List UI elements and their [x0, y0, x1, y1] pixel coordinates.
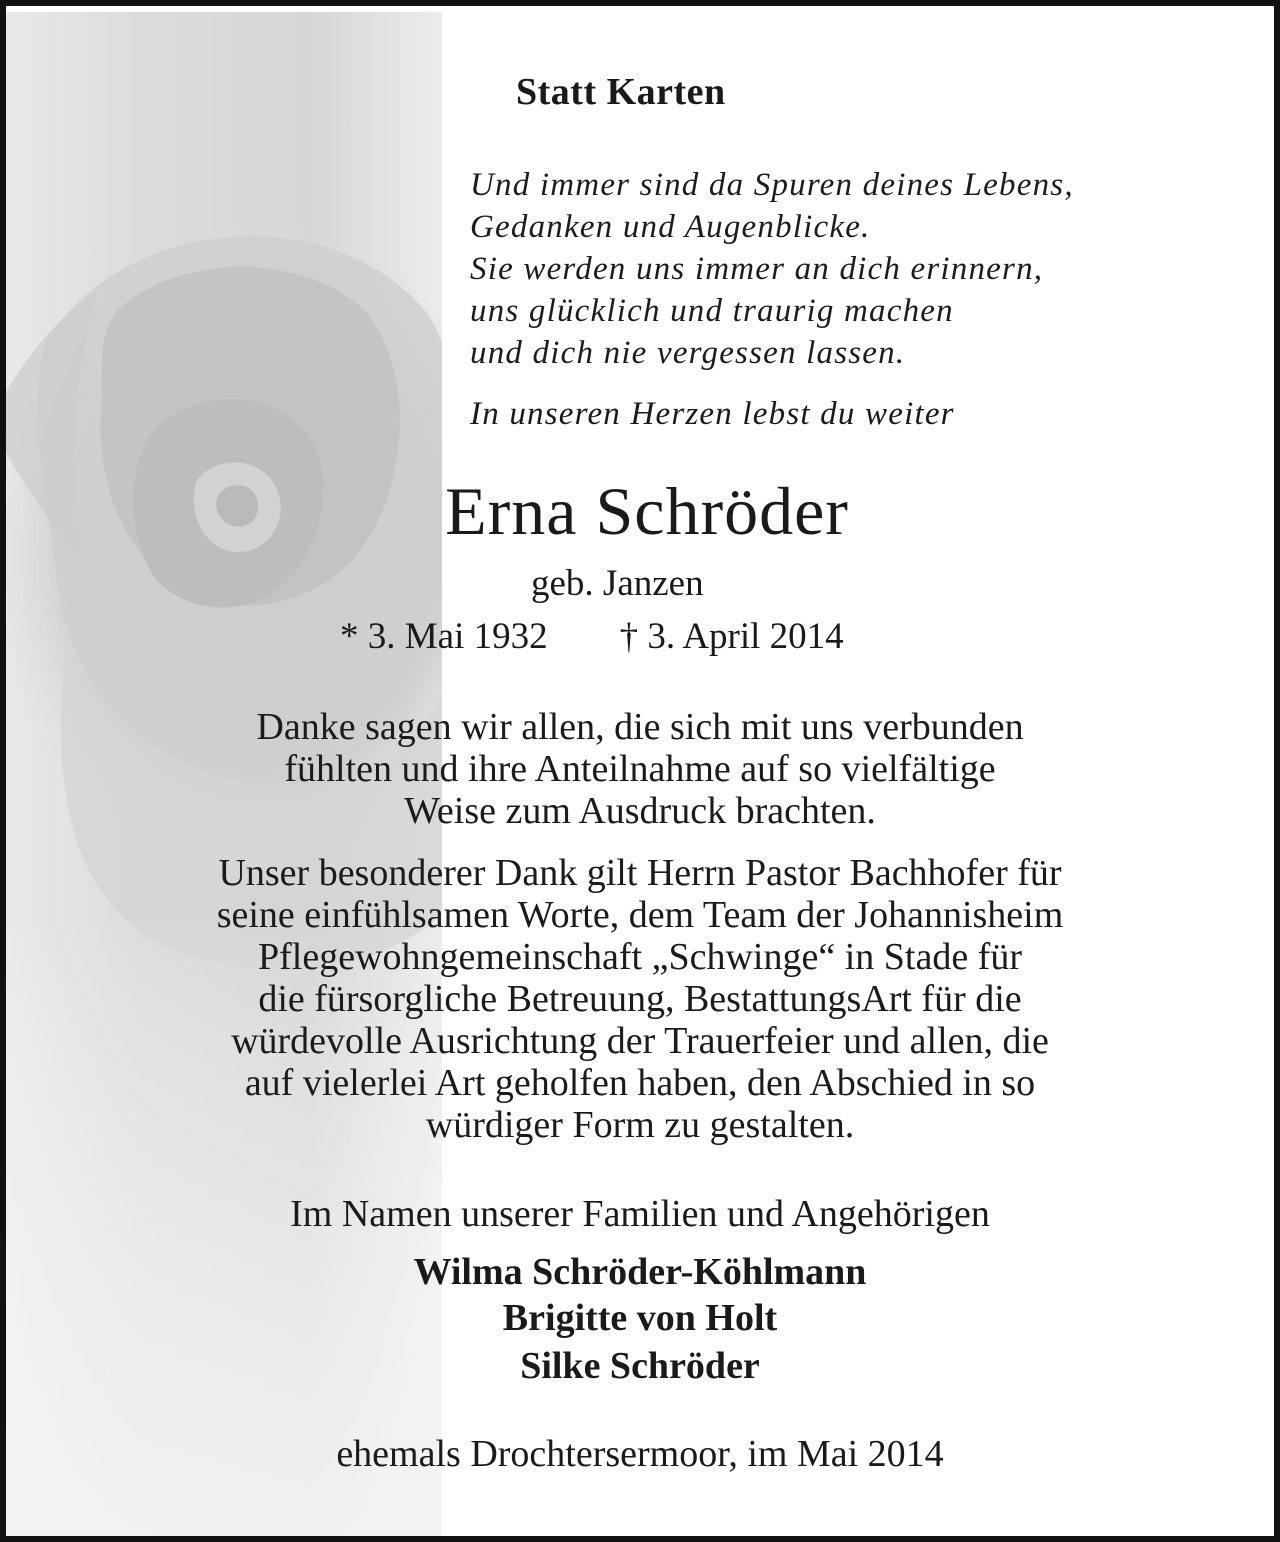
statt-karten-heading: Statt Karten	[516, 71, 726, 113]
text-line: fühlten und ihre Anteilnahme auf so vielfältige	[284, 748, 996, 790]
thanks-paragraph-1	[6, 706, 1274, 832]
text-line: die fürsorgliche Betreuung, BestattungsArt für die	[258, 978, 1022, 1020]
poem-line: uns glücklich und traurig machen	[470, 293, 954, 329]
birth-name: geb. Janzen	[531, 563, 704, 604]
signature-intro: Im Namen unserer Familien und Angehörigen	[290, 1193, 990, 1235]
death-date: † 3. April 2014	[619, 616, 844, 657]
thanks-paragraph-2	[6, 852, 1274, 1146]
text-line: Danke sagen wir allen, die sich mit uns verbunden	[256, 706, 1024, 748]
deceased-name-text: Erna Schröder	[445, 473, 849, 549]
signatory-name: Silke Schröder	[520, 1345, 760, 1387]
poem-closing-line: In unseren Herzen lebst du weiter	[470, 396, 955, 432]
signatory-name: Brigitte von Holt	[502, 1297, 778, 1339]
text-line: würdiger Form zu gestalten.	[425, 1104, 855, 1146]
life-dates	[340, 615, 844, 658]
deceased-name	[6, 472, 1274, 551]
text-line: würdevolle Ausrichtung der Trauerfeier und allen, die	[231, 1020, 1049, 1062]
memorial-poem	[470, 164, 1074, 374]
text-line: auf vielerlei Art geholfen haben, den Abschied in so	[244, 1062, 1036, 1104]
text-line: seine einfühlsamen Worte, dem Team der Johannisheim	[216, 894, 1064, 936]
text-line: Weise zum Ausdruck brachten.	[404, 790, 876, 832]
poem-line: Gedanken und Augenblicke.	[470, 209, 871, 245]
poem-line: Sie werden uns immer an dich erinnern,	[470, 251, 1044, 287]
text-line: Pflegewohngemeinschaft „Schwinge“ in Stade für	[258, 936, 1022, 978]
place-and-date: ehemals Drochtersermoor, im Mai 2014	[336, 1433, 944, 1475]
poem-line: Und immer sind da Spuren deines Lebens,	[470, 167, 1074, 203]
notice-content	[6, 6, 1274, 1536]
text-line: Unser besonderer Dank gilt Herrn Pastor Bachhofer für	[218, 852, 1062, 894]
signatory-name: Wilma Schröder-Köhlmann	[413, 1251, 867, 1293]
birth-date: * 3. Mai 1932	[340, 616, 548, 657]
poem-line: und dich nie vergessen lassen.	[470, 335, 906, 371]
